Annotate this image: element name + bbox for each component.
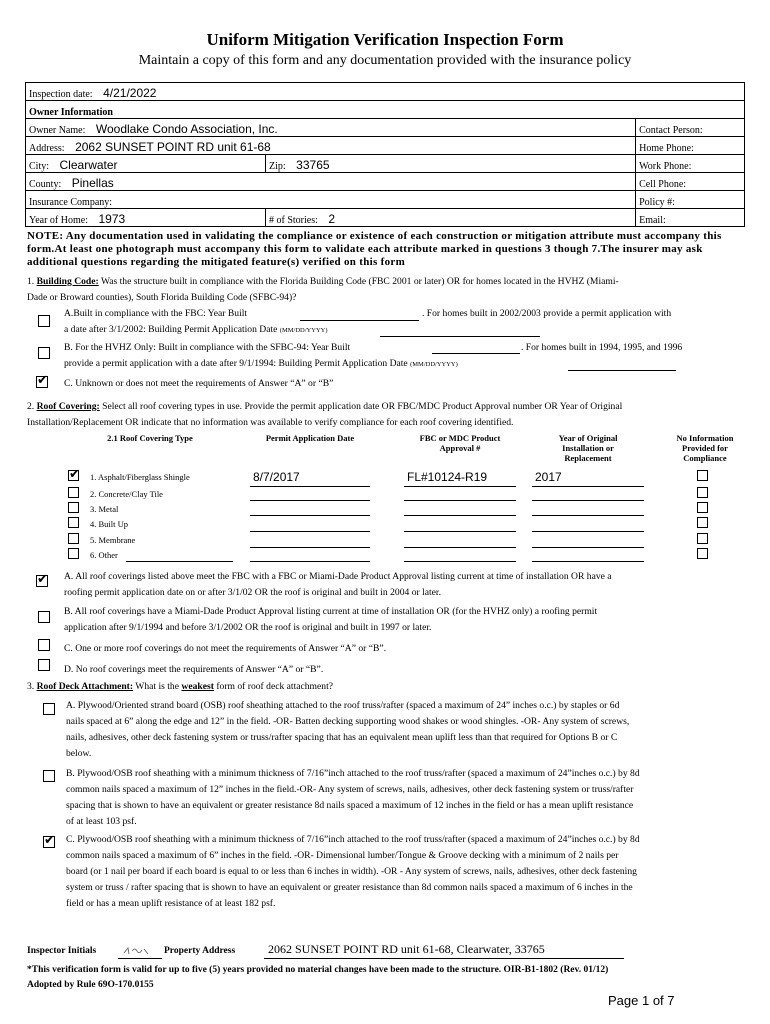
roof-permit-date-2[interactable] <box>250 500 370 501</box>
stories-label: # of Stories: <box>269 215 318 226</box>
note-paragraph: NOTE: Any documentation used in validating the compliance or existence of each construction or mitigation attribute must accompany this form.At least one photograph must accompany this form to validate each attribute marked in questions 3 though 7.The insurer may ask additional questions regarding the mitigated feature(s) verified on this form <box>27 230 722 268</box>
roof-permit-date-1[interactable]: 8/7/2017 <box>253 470 300 484</box>
q1-option-c: C. Unknown or does not meet the requirements of Answer “A” or “B” <box>64 378 334 389</box>
q1-option-b-format: (MM/DD/YYYY) <box>410 361 458 368</box>
roof-permit-line-1 <box>250 486 370 487</box>
address-label: Address: <box>29 143 65 154</box>
home-phone-field[interactable]: Home Phone: <box>636 137 745 155</box>
property-address-label: Property Address <box>164 946 236 956</box>
q1-option-b-l2-text: provide a permit application with a date after 9/1/1994: Building Permit Application Date <box>64 358 408 369</box>
roof-fbc-number-5[interactable] <box>404 547 516 548</box>
zip-label: Zip: <box>269 161 286 172</box>
city-cell <box>26 155 266 173</box>
roof-permit-date-5[interactable] <box>250 547 370 548</box>
policy-number-field[interactable]: Policy #: <box>636 191 745 209</box>
col-roof-type-header: 2.1 Roof Covering Type <box>107 433 193 443</box>
roof-type-label-1: 1. Asphalt/Fiberglass Shingle <box>90 472 190 482</box>
q2-text-l1: Select all roof covering types in use. Provide the permit application date OR FBC/MDC Product Approval number OR Year of Original <box>102 401 623 412</box>
disclaimer-l1: *This verification form is valid for up to five (5) years provided no material changes have been made to the structure. OIR-B1-1802 (Rev. 01/12) <box>27 965 609 975</box>
stories-field[interactable]: 2 <box>328 212 336 226</box>
q1-option-b-l2 <box>64 356 458 373</box>
q3-checkbox-c[interactable] <box>43 833 55 848</box>
roof-type-label-6: 6. Other <box>90 550 118 560</box>
q2-option-c: C. One or more roof coverings do not meet the requirements of Answer “A” or “B”. <box>64 643 387 654</box>
q3-option-b-l4: of at least 103 psf. <box>66 816 137 827</box>
roof-no-info-checkbox-1[interactable] <box>697 470 708 481</box>
q1-a-year-built-field[interactable] <box>300 320 419 321</box>
col-fbc-header <box>400 433 520 453</box>
q1-text-l1: Was the structure built in compliance with the Florida Building Code (FBC 2001 or later) OR for homes located in the HVHZ (Miami- <box>100 276 619 287</box>
q3-checkbox-a[interactable] <box>43 703 55 715</box>
inspection-date-cell <box>26 83 745 101</box>
city-field[interactable]: Clearwater <box>59 158 118 172</box>
q3-option-c <box>66 832 640 912</box>
roof-type-label-4: 4. Built Up <box>90 519 129 529</box>
owner-info-table <box>25 82 745 227</box>
q1-option-a-format: (MM/DD/YYYY) <box>279 327 328 334</box>
q2-option-b-l2: application after 9/1/1994 and before 3/1/2002 OR the roof is original and built in 1997 or later. <box>64 622 432 633</box>
address-field[interactable]: 2062 SUNSET POINT RD unit 61-68 <box>75 140 271 154</box>
inspector-initials-field[interactable] <box>118 958 162 959</box>
q2-checkbox-a[interactable] <box>36 572 48 587</box>
disclaimer <box>27 963 757 993</box>
q3-number: 3. <box>27 681 35 692</box>
year-of-home-cell <box>26 209 266 227</box>
q3-heading: Roof Deck Attachment: <box>36 681 134 692</box>
col-permit-date-header: Permit Application Date <box>265 433 355 443</box>
q1-option-b-l1: B. For the HVHZ Only: Built in compliance with the SFBC-94: Year Built <box>64 342 351 353</box>
q3-text-weakest: weakest <box>181 681 214 692</box>
property-address-line <box>264 958 624 959</box>
roof-permit-date-6[interactable] <box>250 561 370 562</box>
county-cell <box>26 173 636 191</box>
year-field[interactable]: 1973 <box>98 212 126 226</box>
q1-option-a-l2 <box>64 322 328 339</box>
roof-year-6[interactable] <box>532 561 644 562</box>
q3-option-c-l4: system or truss / rafter spacing that is shown to have an equivalent or greater resistance than 8d common nails spaced a maximum of 6 inches in the <box>66 882 633 893</box>
roof-fbc-number-4[interactable] <box>404 531 516 532</box>
roof-type-checkbox-3[interactable] <box>68 502 79 513</box>
zip-cell <box>266 155 636 173</box>
roof-type-checkbox-1[interactable] <box>68 467 80 482</box>
q1-checkbox-a[interactable] <box>38 315 50 327</box>
roof-year-1[interactable]: 2017 <box>535 470 562 484</box>
roof-year-4[interactable] <box>532 531 644 532</box>
q3-option-c-l5: field or has a mean uplift resistance of at least 182 psf. <box>66 898 276 909</box>
q1-b-year-built-field[interactable] <box>432 353 520 354</box>
q1-option-a-l1: A.Built in compliance with the FBC: Year Built <box>64 308 248 319</box>
inspector-initials-label: Inspector Initials <box>27 946 97 956</box>
roof-fbc-line-1 <box>404 486 516 487</box>
roof-type-checkbox-6[interactable] <box>68 548 79 559</box>
col-year-header-l1: Year of Original <box>558 433 618 443</box>
q1-heading: Building Code: <box>36 276 99 287</box>
q2-heading: Roof Covering: <box>36 401 100 412</box>
roof-type-checkbox-4[interactable] <box>68 517 79 528</box>
inspection-date-label: Inspection date: <box>29 89 93 100</box>
roof-year-5[interactable] <box>532 547 644 548</box>
q2-option-a <box>64 569 612 601</box>
q3-option-a-l3: nails, adhesives, other deck fastening system or truss/rafter spacing that has an equivalent mean uplift less than that required for Options B or C <box>66 732 618 743</box>
q1-a-permit-date-field[interactable] <box>380 336 540 337</box>
roof-no-info-checkbox-6[interactable] <box>697 548 708 559</box>
q3-text-b: form of roof deck attachment? <box>216 681 333 692</box>
owner-name-cell <box>26 119 636 137</box>
roof-type-label-5: 5. Membrane <box>90 535 136 545</box>
q1-prompt <box>27 274 747 306</box>
col-year-header <box>528 433 648 463</box>
year-label: Year of Home: <box>29 215 88 226</box>
q2-checkbox-d[interactable] <box>38 659 50 671</box>
col-fbc-header-l2: Approval # <box>439 443 481 453</box>
q2-option-b-l1: B. All roof coverings have a Miami-Dade Product Approval listing current at time of installation OR (for the HVHZ only) a roofing permit <box>64 606 598 617</box>
q3-option-a-l2: nails spaced at 6” along the edge and 12” in the field. -OR- Batten decking supporting wood shakes or wood shingles. -OR- Any system of screws, <box>66 716 630 727</box>
city-label: City: <box>29 161 50 172</box>
roof-year-2[interactable] <box>532 500 644 501</box>
q2-prompt <box>27 399 747 431</box>
stories-cell <box>266 209 636 227</box>
q3-checkbox-b[interactable] <box>43 770 55 782</box>
q3-option-c-l3: board (or 1 nail per board if each board is equal to or less than 6 inches in width). -OR - Any system of screws, nails, adhesives, other deck fastening <box>66 866 637 877</box>
q3-option-b-l2: common nails spaced a maximum of 12” inches in the field.-OR- Any system of screws, nails, adhesives, other deck fastening system or truss/rafter <box>66 784 634 795</box>
roof-no-info-checkbox-5[interactable] <box>697 533 708 544</box>
roof-type-checkbox-5[interactable] <box>68 533 79 544</box>
email-field[interactable]: Email: <box>636 209 745 227</box>
check-mark-icon: ✔ <box>37 572 48 587</box>
q1-number: 1. <box>27 276 35 287</box>
q2-option-d: D. No roof coverings meet the requirements of Answer “A” or “B”. <box>64 664 324 675</box>
contact-person-field[interactable]: Contact Person: <box>636 119 745 137</box>
q1-text-l2: Dade or Broward counties), South Florida Building Code (SFBC-94)? <box>27 292 297 303</box>
q2-checkbox-b[interactable] <box>38 611 50 623</box>
roof-fbc-number-6[interactable] <box>404 561 516 562</box>
roof-no-info-checkbox-3[interactable] <box>697 502 708 513</box>
county-label: County: <box>29 179 62 190</box>
col-year-header-l2: Installation or <box>562 443 614 453</box>
q3-prompt <box>27 679 333 695</box>
roof-fbc-number-3[interactable] <box>404 515 516 516</box>
inspection-date-field[interactable]: 4/21/2022 <box>103 86 157 100</box>
property-address-field[interactable]: 2062 SUNSET POINT RD unit 61-68, Clearwater, 33765 <box>268 942 545 956</box>
owner-name-field[interactable]: Woodlake Condo Association, Inc. <box>95 122 278 136</box>
roof-type-label-2: 2. Concrete/Clay Tile <box>90 489 163 499</box>
q3-option-a <box>66 698 629 762</box>
q1-checkbox-c[interactable] <box>36 373 48 388</box>
q2-option-b <box>64 604 597 636</box>
col-no-info-header <box>660 433 750 463</box>
owner-info-heading: Owner Information <box>26 101 745 119</box>
col-no-info-header-l2: Provided for <box>682 443 728 453</box>
q2-text-l2: Installation/Replacement OR indicate that no information was available to verify compliance for each roof covering identified. <box>27 417 514 428</box>
roof-no-info-checkbox-4[interactable] <box>697 517 708 528</box>
q2-number: 2. <box>27 401 35 412</box>
q2-option-a-l1: A. All roof coverings listed above meet the FBC with a FBC or Miami-Dade Product Approval listing current at time of installation OR have a <box>64 571 612 582</box>
roof-other-description-field[interactable] <box>126 561 233 562</box>
zip-field[interactable]: 33765 <box>296 158 330 172</box>
roof-fbc-number-1[interactable]: FL#10124-R19 <box>407 470 488 484</box>
q2-option-a-l2: roofing permit application date on or after 3/1/02 OR the roof is original and built in 2004 or later. <box>64 587 441 598</box>
q3-option-c-l2: common nails spaced a maximum of 6” inches in the field. -OR- Dimensional lumber/Tongue & Groove decking with a minimum of 2 nails per <box>66 850 619 861</box>
q3-option-c-l1: C. Plywood/OSB roof sheathing with a minimum thickness of 7/16”inch attached to the roof truss/rafter (spaced a maximum of 24”inches o.c.) by 8d <box>66 834 640 845</box>
roof-fbc-number-2[interactable] <box>404 500 516 501</box>
check-mark-icon: ✔ <box>37 373 48 388</box>
col-no-info-header-l3: Compliance <box>683 453 727 463</box>
q3-option-b-l1: B. Plywood/OSB roof sheathing with a minimum thickness of 7/16”inch attached to the roof truss/rafter (spaced a maximum of 24”inches o.c.) by 8d <box>66 768 640 779</box>
q1-option-a-l1b: . For homes built in 2002/2003 provide a permit application with <box>422 308 672 319</box>
q1-option-b-l1b: . For homes built in 1994, 1995, and 1996 <box>521 342 683 353</box>
roof-permit-date-3[interactable] <box>250 515 370 516</box>
q3-option-a-l4: below. <box>66 748 92 759</box>
owner-name-label: Owner Name: <box>29 125 86 136</box>
q2-checkbox-c[interactable] <box>38 639 50 651</box>
q1-b-permit-date-field[interactable] <box>568 370 676 371</box>
q3-option-a-l1: A. Plywood/Oriented strand board (OSB) roof sheathing attached to the roof truss/rafter (spaced a maximum of 24” inches o.c.) by staples or 6d <box>66 700 620 711</box>
check-mark-icon: ✔ <box>69 467 80 482</box>
form-subtitle: Maintain a copy of this form and any documentation provided with the insurance policy <box>138 53 632 68</box>
address-cell <box>26 137 636 155</box>
q3-option-b <box>66 766 640 830</box>
q1-checkbox-b[interactable] <box>38 347 50 359</box>
q3-option-b-l3: spacing that is shown to have an equivalent or greater resistance 8d nails spaced a maximum of 12 inches in the field or has a mean uplift resistance <box>66 800 634 811</box>
roof-type-checkbox-2[interactable] <box>68 487 79 498</box>
check-mark-icon: ✔ <box>44 833 55 848</box>
county-field[interactable]: Pinellas <box>71 176 114 190</box>
roof-year-3[interactable] <box>532 515 644 516</box>
roof-no-info-checkbox-2[interactable] <box>697 487 708 498</box>
col-year-header-l3: Replacement <box>564 453 612 463</box>
inspector-initials-signature <box>122 946 152 956</box>
roof-year-line-1 <box>532 486 644 487</box>
q1-option-a-l2-text: a date after 3/1/2002: Building Permit Application Date <box>64 324 278 335</box>
work-phone-field[interactable]: Work Phone: <box>636 155 745 173</box>
form-title: Uniform Mitigation Verification Inspection Form <box>206 30 564 49</box>
roof-permit-date-4[interactable] <box>250 531 370 532</box>
disclaimer-l2: Adopted by Rule 69O-170.0155 <box>27 980 154 990</box>
col-no-info-header-l1: No Information <box>676 433 734 443</box>
col-fbc-header-l1: FBC or MDC Product <box>419 433 501 443</box>
roof-type-label-3: 3. Metal <box>90 504 119 514</box>
insurance-company-field[interactable]: Insurance Company: <box>26 191 636 209</box>
page-number: Page 1 of 7 <box>608 993 675 1008</box>
q3-text-a: What is the <box>135 681 179 692</box>
cell-phone-field[interactable]: Cell Phone: <box>636 173 745 191</box>
